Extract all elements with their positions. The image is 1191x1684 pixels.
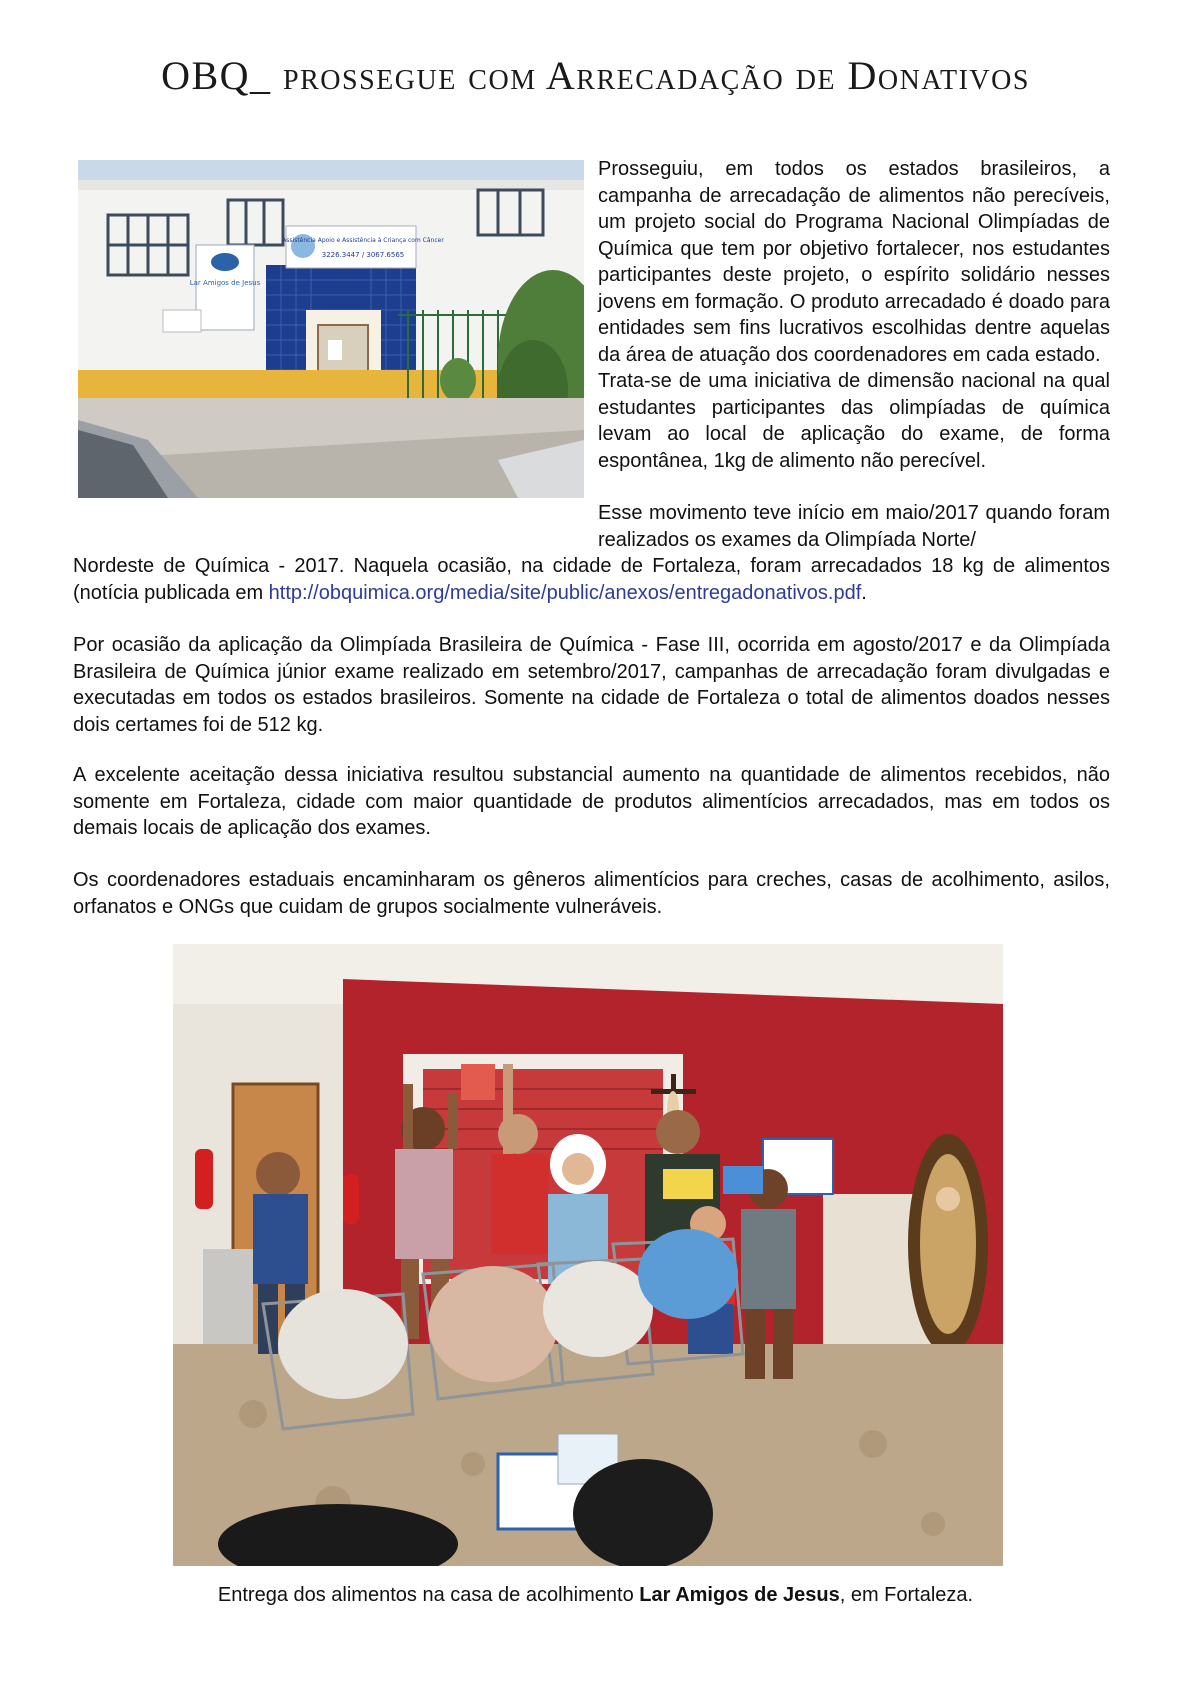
photo-caption (0, 1584, 1191, 1607)
sign-text: Assistência Apoio e Assistência à Criança com Câncer (282, 237, 444, 244)
paragraph-5: A excelente aceitação dessa iniciativa resultou substancial aumento na quantidade de alimentos recebidos, não somente em Fortaleza, cidade com maior quantidade de produtos alimentícios arrecadados, mas em todos os demais locais de aplicação dos exames. (73, 764, 1110, 839)
paragraph-3-end (73, 553, 1110, 606)
caption-prefix: Entrega dos alimentos na casa de acolhimento (217, 1584, 640, 1606)
paragraph-3-tail: . (861, 581, 867, 604)
donation-photo (173, 944, 1003, 1566)
paragraph-intro (598, 156, 1110, 474)
news-link[interactable]: http://obquimica.org/media/site/public/anexos/entregadonativos.pdf (268, 581, 862, 604)
caption-suffix: , em Fortaleza. (839, 1584, 974, 1606)
page-title: OBQ_ prossegue com Arrecadação de Donativos (161, 53, 1030, 98)
paragraph-3-text: Nordeste de Química - 2017. Naquela ocasião, na cidade de Fortaleza, foram arrecadados 18 kg de alimentos (notícia publicada em (73, 555, 1110, 604)
sign-name-left: Lar Amigos de Jesus (189, 279, 261, 287)
paragraph-1: Prosseguiu, em todos os estados brasileiros, a campanha de arrecadação de alimentos não perecíveis, um projeto social do Programa Nacional Olimpíadas de Química que tem por objetivo fortalecer, nos estudantes participantes deste projeto, o espírito solidário nesses jovens em formação. O produto arrecadado é doado para entidades sem fins lucrativos escolhidas dentre aquelas da área de atuação dos coordenadores em cada estado. (598, 158, 1110, 366)
building-photo (78, 160, 584, 498)
paragraph-3-start: Esse movimento teve início em maio/2017 quando foram realizados os exames da Olimpíada Norte/ (598, 502, 1110, 551)
paragraph-4: Por ocasião da aplicação da Olimpíada Brasileira de Química - Fase III, ocorrida em agosto/2017 e da Olimpíada Brasileira de Química júnior exame realizado em setembro/2017, campanhas de arrecadação foram divulgadas e executadas em todos os estados brasileiros. Somente na cidade de Fortaleza o total de alimentos doados nesses dois certames foi de 512 kg. (73, 634, 1110, 736)
sign-phone: 3226.3447 / 3067.6565 (321, 251, 405, 259)
paragraph-2: Trata-se de uma iniciativa de dimensão nacional na qual estudantes participantes das olimpíadas de química levam ao local de aplicação do exame, de forma espontânea, 1kg de alimento não perecível. (598, 370, 1110, 472)
paragraph-6: Os coordenadores estaduais encaminharam os gêneros alimentícios para creches, casas de acolhimento, asilos, orfanatos e ONGs que cuidam de grupos socialmente vulneráveis. (73, 869, 1110, 918)
caption-bold: Lar Amigos de Jesus (639, 1584, 840, 1606)
